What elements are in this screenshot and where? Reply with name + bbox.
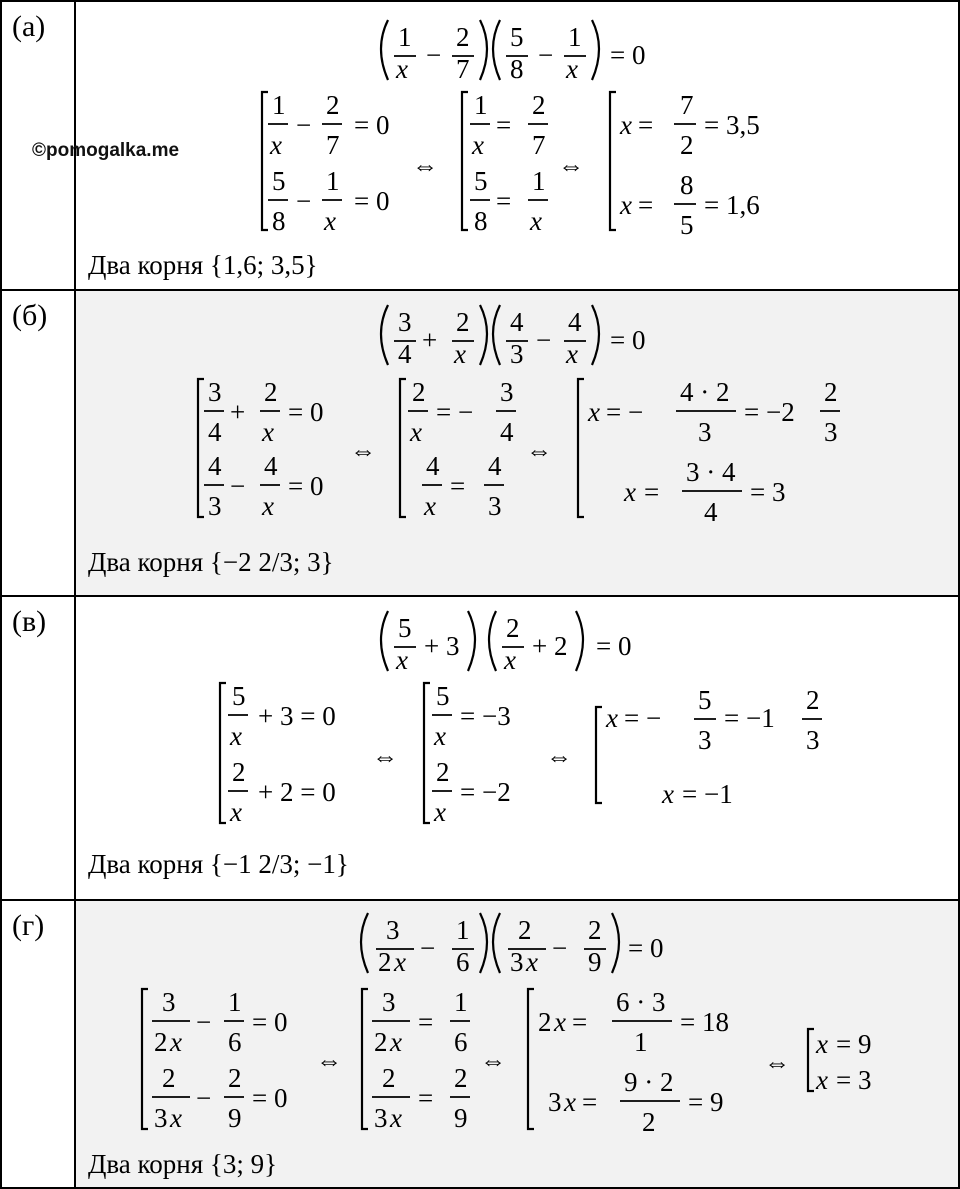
svg-text:4: 4 <box>568 307 582 337</box>
svg-text:3: 3 <box>500 377 514 407</box>
svg-text:3: 3 <box>488 491 502 521</box>
svg-text:1: 1 <box>474 90 488 120</box>
svg-text:7: 7 <box>326 130 340 160</box>
svg-text:5: 5 <box>698 685 712 715</box>
svg-text:=: = <box>644 477 660 507</box>
svg-text:2: 2 <box>232 757 246 787</box>
svg-text:2: 2 <box>532 90 546 120</box>
svg-text:2: 2 <box>588 915 602 945</box>
svg-text:1: 1 <box>568 22 582 52</box>
svg-text:1: 1 <box>228 987 242 1017</box>
svg-text:−: − <box>538 40 554 70</box>
svg-text:= 0: = 0 <box>628 933 664 963</box>
svg-text:6: 6 <box>454 1027 468 1057</box>
system-3 <box>578 377 840 527</box>
row-label: (в) <box>12 605 47 638</box>
svg-text:2: 2 <box>326 90 340 120</box>
svg-text:5: 5 <box>398 613 412 643</box>
svg-text:9: 9 <box>228 1103 242 1133</box>
row-content <box>76 291 958 595</box>
svg-text:1: 1 <box>532 166 546 196</box>
svg-text:3: 3 <box>510 947 524 977</box>
svg-text:3: 3 <box>154 1103 168 1133</box>
svg-text:6: 6 <box>456 947 470 977</box>
system-1 <box>262 90 389 236</box>
svg-text:x: x <box>530 206 542 236</box>
svg-text:=: = <box>572 1007 588 1037</box>
svg-text:−: − <box>230 471 246 501</box>
svg-text:2: 2 <box>456 22 470 52</box>
row-d <box>0 899 960 1189</box>
svg-text:x: x <box>620 110 632 140</box>
svg-text:3: 3 <box>806 725 820 755</box>
svg-text:x: x <box>170 1103 182 1133</box>
svg-text:2: 2 <box>378 947 392 977</box>
svg-text:9: 9 <box>588 947 602 977</box>
equivalence-arrow: ⇔ <box>546 742 572 771</box>
svg-text:2: 2 <box>538 1007 552 1037</box>
row-content <box>76 597 958 899</box>
svg-text:=: = <box>418 1083 434 1113</box>
svg-text:−: − <box>536 325 552 355</box>
svg-text:5: 5 <box>510 22 524 52</box>
svg-text:= 0: = 0 <box>610 40 646 70</box>
system-1 <box>198 377 323 521</box>
system-2 <box>462 90 548 236</box>
svg-text:2: 2 <box>228 1063 242 1093</box>
svg-text:x: x <box>816 1029 828 1059</box>
svg-text:6: 6 <box>228 1027 242 1057</box>
svg-text:3 · 4: 3 · 4 <box>686 457 736 487</box>
row-b <box>0 289 960 595</box>
answer-text: Два корня {1,6; 3,5} <box>88 250 318 280</box>
svg-text:7: 7 <box>532 130 546 160</box>
equivalence-arrow: ⇔ <box>412 151 438 180</box>
svg-text:−: − <box>552 933 568 963</box>
svg-text:x: x <box>564 1087 576 1117</box>
svg-text:4: 4 <box>500 417 514 447</box>
svg-text:x: x <box>394 947 406 977</box>
equivalence-arrow: ⇔ <box>350 436 376 465</box>
svg-text:5: 5 <box>272 166 286 196</box>
main-equation <box>381 611 631 675</box>
svg-text:−: − <box>196 1007 212 1037</box>
svg-text:x: x <box>170 1027 182 1057</box>
svg-text:x: x <box>324 206 336 236</box>
system-1 <box>142 987 287 1133</box>
row-label: (б) <box>12 299 48 332</box>
main-equation <box>361 913 663 977</box>
svg-text:3: 3 <box>824 417 838 447</box>
svg-text:=: = <box>496 186 512 216</box>
svg-text:3: 3 <box>398 307 412 337</box>
svg-text:4: 4 <box>208 451 222 481</box>
svg-text:3: 3 <box>510 339 524 369</box>
svg-text:x: x <box>390 1027 402 1057</box>
svg-text:= −2: = −2 <box>744 397 795 427</box>
svg-text:=: = <box>582 1087 598 1117</box>
svg-text:=: = <box>638 190 654 220</box>
row-label-cell <box>2 901 76 1187</box>
svg-text:x: x <box>396 54 408 84</box>
svg-text:= −1: = −1 <box>724 703 775 733</box>
svg-text:x: x <box>472 130 484 160</box>
svg-text:4: 4 <box>704 497 718 527</box>
row-label-cell <box>2 597 76 899</box>
svg-text:+ 2 = 0: + 2 = 0 <box>258 777 336 807</box>
svg-text:= 18: = 18 <box>680 1007 729 1037</box>
system-2 <box>400 377 516 521</box>
svg-text:x: x <box>270 130 282 160</box>
svg-text:= −2: = −2 <box>460 777 511 807</box>
svg-text:x: x <box>662 779 674 809</box>
answer-text: Два корня {−2 2/3; 3} <box>88 547 334 577</box>
svg-text:x: x <box>504 645 516 675</box>
svg-text:1: 1 <box>456 915 470 945</box>
svg-text:x: x <box>588 397 600 427</box>
svg-text:2: 2 <box>412 377 426 407</box>
svg-text:x: x <box>396 645 408 675</box>
svg-text:x: x <box>526 947 538 977</box>
row-content <box>76 901 958 1187</box>
equation-block-a <box>76 2 960 289</box>
svg-text:1: 1 <box>634 1027 648 1057</box>
svg-text:−: − <box>196 1083 212 1113</box>
svg-text:= 3,5: = 3,5 <box>704 110 760 140</box>
row-label-cell <box>2 291 76 595</box>
svg-text:=: = <box>450 471 466 501</box>
svg-text:x: x <box>434 797 446 827</box>
svg-text:x: x <box>620 190 632 220</box>
svg-text:2: 2 <box>456 307 470 337</box>
svg-text:= −1: = −1 <box>682 779 733 809</box>
svg-text:= −3: = −3 <box>460 701 511 731</box>
svg-text:9 · 2: 9 · 2 <box>624 1067 674 1097</box>
svg-text:2: 2 <box>824 377 838 407</box>
svg-text:3: 3 <box>382 987 396 1017</box>
svg-text:8: 8 <box>474 206 488 236</box>
svg-text:= 0: = 0 <box>252 1007 288 1037</box>
svg-text:4: 4 <box>510 307 524 337</box>
svg-text:2: 2 <box>454 1063 468 1093</box>
svg-text:4 · 2: 4 · 2 <box>680 377 730 407</box>
svg-text:= 0: = 0 <box>354 186 390 216</box>
equivalence-arrow: ⇔ <box>526 436 552 465</box>
svg-text:8: 8 <box>510 54 524 84</box>
svg-text:x: x <box>606 703 618 733</box>
svg-text:−: − <box>296 186 312 216</box>
svg-text:x: x <box>390 1103 402 1133</box>
svg-text:= 0: = 0 <box>288 471 324 501</box>
svg-text:3: 3 <box>208 491 222 521</box>
svg-text:2: 2 <box>382 1063 396 1093</box>
equivalence-arrow: ⇔ <box>372 742 398 771</box>
equivalence-arrow: ⇔ <box>316 1046 342 1075</box>
svg-text:5: 5 <box>474 166 488 196</box>
svg-text:−: − <box>420 933 436 963</box>
svg-text:2: 2 <box>506 613 520 643</box>
svg-text:x: x <box>816 1065 828 1095</box>
svg-text:3: 3 <box>162 987 176 1017</box>
system-2 <box>424 681 511 827</box>
svg-text:5: 5 <box>436 681 450 711</box>
svg-text:2: 2 <box>154 1027 168 1057</box>
equivalence-arrow: ⇔ <box>480 1046 506 1075</box>
svg-text:2: 2 <box>374 1027 388 1057</box>
svg-text:5: 5 <box>680 210 694 240</box>
svg-text:7: 7 <box>456 54 470 84</box>
svg-text:7: 7 <box>680 90 694 120</box>
system-4 <box>808 1029 871 1095</box>
svg-text:x: x <box>262 491 274 521</box>
svg-text:1: 1 <box>272 90 286 120</box>
svg-text:x: x <box>230 797 242 827</box>
main-equation <box>381 305 645 369</box>
system-1 <box>220 681 336 827</box>
svg-text:=: = <box>418 1007 434 1037</box>
system-3 <box>528 987 729 1137</box>
svg-text:−: − <box>426 40 442 70</box>
svg-text:1: 1 <box>398 22 412 52</box>
svg-text:= 9: = 9 <box>836 1029 872 1059</box>
svg-text:5: 5 <box>232 681 246 711</box>
svg-text:4: 4 <box>208 417 222 447</box>
svg-text:4: 4 <box>488 451 502 481</box>
svg-text:2: 2 <box>642 1107 656 1137</box>
svg-text:= 1,6: = 1,6 <box>704 190 760 220</box>
svg-text:1: 1 <box>454 987 468 1017</box>
svg-text:4: 4 <box>264 451 278 481</box>
svg-text:−: − <box>296 110 312 140</box>
system-2 <box>362 987 470 1133</box>
svg-text:= −: = − <box>606 397 644 427</box>
svg-text:8: 8 <box>272 206 286 236</box>
svg-text:4: 4 <box>426 451 440 481</box>
row-label: (а) <box>12 10 46 43</box>
svg-text:2: 2 <box>680 130 694 160</box>
equivalence-arrow: ⇔ <box>764 1048 790 1077</box>
svg-text:x: x <box>230 721 242 751</box>
svg-text:3: 3 <box>698 417 712 447</box>
svg-text:+ 2: + 2 <box>532 631 568 661</box>
svg-text:4: 4 <box>398 339 412 369</box>
svg-text:3: 3 <box>386 915 400 945</box>
svg-text:8: 8 <box>680 170 694 200</box>
row-content <box>76 2 958 289</box>
svg-text:2: 2 <box>264 377 278 407</box>
svg-text:= 0: = 0 <box>288 397 324 427</box>
watermark: ©pomogalka.me <box>32 140 180 161</box>
svg-text:3: 3 <box>548 1087 562 1117</box>
svg-text:2: 2 <box>806 685 820 715</box>
svg-text:+: + <box>422 325 438 355</box>
equation-block-d <box>76 901 960 1187</box>
svg-text:= −: = − <box>436 397 474 427</box>
svg-text:= 0: = 0 <box>596 631 632 661</box>
equivalence-arrow: ⇔ <box>558 151 584 180</box>
svg-text:= 0: = 0 <box>354 110 390 140</box>
svg-text:+ 3: + 3 <box>424 631 460 661</box>
system-3 <box>610 90 760 240</box>
svg-text:9: 9 <box>454 1103 468 1133</box>
svg-text:3: 3 <box>374 1103 388 1133</box>
svg-text:x: x <box>434 721 446 751</box>
svg-text:x: x <box>566 54 578 84</box>
svg-text:2: 2 <box>518 915 532 945</box>
svg-text:x: x <box>554 1007 566 1037</box>
row-c <box>0 595 960 899</box>
svg-text:2: 2 <box>162 1063 176 1093</box>
system-3 <box>596 685 822 809</box>
svg-text:x: x <box>454 339 466 369</box>
svg-text:6 · 3: 6 · 3 <box>616 987 666 1017</box>
answer-text: Два корня {−1 2/3; −1} <box>88 849 349 879</box>
svg-text:x: x <box>262 417 274 447</box>
svg-text:3: 3 <box>698 725 712 755</box>
svg-text:3: 3 <box>208 377 222 407</box>
row-label: (г) <box>12 909 45 942</box>
svg-text:= 3: = 3 <box>750 477 786 507</box>
svg-text:1: 1 <box>326 166 340 196</box>
row-a <box>0 0 960 289</box>
svg-text:+: + <box>230 397 246 427</box>
svg-text:= 9: = 9 <box>688 1087 724 1117</box>
svg-text:= −: = − <box>624 703 662 733</box>
svg-text:x: x <box>624 477 636 507</box>
svg-text:2: 2 <box>436 757 450 787</box>
svg-text:= 3: = 3 <box>836 1065 872 1095</box>
svg-text:=: = <box>496 110 512 140</box>
svg-text:= 0: = 0 <box>610 325 646 355</box>
svg-text:x: x <box>410 417 422 447</box>
svg-text:= 0: = 0 <box>252 1083 288 1113</box>
svg-text:x: x <box>424 491 436 521</box>
answer-text: Два корня {3; 9} <box>88 1149 278 1179</box>
main-equation <box>381 20 645 84</box>
svg-text:x: x <box>566 339 578 369</box>
svg-text:+ 3 = 0: + 3 = 0 <box>258 701 336 731</box>
svg-text:=: = <box>638 110 654 140</box>
